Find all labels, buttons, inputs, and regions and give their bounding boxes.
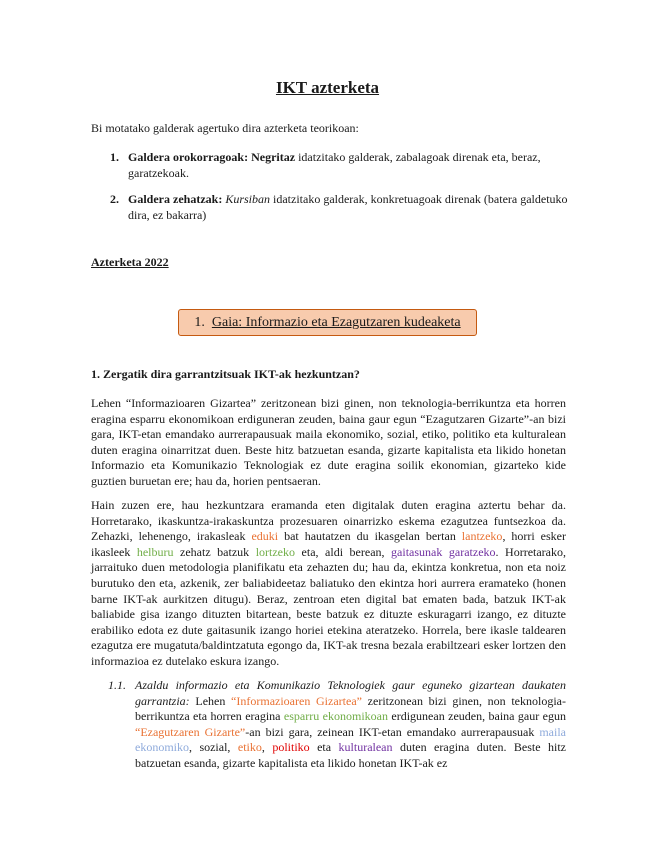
- list-number: 1.: [110, 150, 119, 164]
- intro-text: Bi motatako galderak agertuko dira azterketa teorikoan:: [91, 121, 359, 135]
- highlight-lantzeko: lantzeko: [461, 529, 503, 544]
- sub-question: 1.1. Azaldu informazio eta Komunikazio Teknologiek gaur eguneko gizartean daukaten garrantzia: Lehen “Informazioaren Gizartea” zeritzonean bizi ginen, non teknologia-berrikuntza eta horren eragina esparru ekonomikoan erdigunean zeuden, baina gaur egun “Ezagutzaren Gizarte”-an bizi gara, zeinean IKT-etan emandako aurrerapausuak maila ekonomiko, sozial, etiko, politiko eta kulturalean duten eragina duten. Beste hitz batzuetan esanda, gizarte kapitalista eta likido honetan IKT-ak ez: [108, 678, 567, 770]
- sub-question-text: Azaldu informazio eta Komunikazio Teknologiek gaur eguneko gizartean daukaten garrantzia:: [135, 678, 566, 708]
- highlight-ezagutza: “Ezagutzaren Gizarte”: [135, 724, 246, 739]
- highlight-info: “Informazioaren Gizartea”: [231, 693, 362, 708]
- highlight-etiko: etiko: [237, 740, 262, 755]
- style-word: Kursiban: [225, 192, 270, 206]
- list-number: 2.: [110, 192, 119, 206]
- list-text: idatzitako galderak, zabalagoak direnak eta, beraz, garatzekoak.: [128, 150, 541, 180]
- style-word: Negritaz: [251, 150, 296, 164]
- section-heading: Azterketa 2022: [91, 255, 169, 269]
- highlight-helburu: helburu: [136, 544, 174, 559]
- question-heading: 1. Zergatik dira garrantzitsuak IKT-ak hezkuntzan?: [91, 367, 360, 381]
- list-text: idatzitako galderak, konkretuagoak direnak (batera galdetuko dira, ez bakarra): [128, 192, 568, 222]
- list-item-general: [110, 150, 570, 181]
- highlight-maila: maila ekonomiko: [135, 724, 566, 755]
- topic-label: Gaia: Informazio eta Ezagutzaren kudeaketa: [211, 315, 461, 330]
- answer-paragraph-1: Lehen “Informazioaren Gizartea” zeritzonean bizi ginen, non teknologia-berrikuntza eta horren eragina esparru ekonomikoan erdiguneran zeuden, baina gaur egun “Ezagutzaren Gizarte”-an bizi gara, IKT-etan emandako aurrerapausuak maila ekonomiko, sozial, etiko, politiko eta kulturalean duten eragina oinarritzat duen. Beste hitz batzuetan esanda, gizarte kapitalista eta likido honetan Informazio eta Komunikazio Teknologiak ez dute eragina soilik ekonomian, gizarteko kide guztien buruetan ere; hau da, horien pentsaeran.: [91, 396, 566, 488]
- topic-number: 1.: [194, 315, 205, 330]
- highlight-gaitasunak: gaitasunak garatzeko: [391, 544, 496, 559]
- highlight-kultura: kulturalean: [338, 740, 393, 755]
- list-label: Galdera orokorragoak:: [128, 150, 249, 164]
- list-label: Galdera zehatzak:: [128, 192, 223, 206]
- highlight-politiko: politiko: [272, 740, 310, 755]
- list-item-specific: [110, 192, 570, 223]
- sub-question-number: 1.1.: [108, 678, 126, 692]
- highlight-esparru: esparru ekonomikoan: [283, 709, 388, 724]
- topic-box: [178, 309, 477, 336]
- answer-paragraph-2: Hain zuzen ere, hau hezkuntzara eramanda eten digitalak duten eragina aztertu behar da. Horretarako, ikaskuntza-irakaskuntza prozesuaren oinarrizko eskema ezagutzea funtsezkoa da. Zehazki, lehenengo, irakasleak eduki bat hautatzen du ikasgelan bertan lantzeko, horri esker ikasleek helburu zehatz batzuk lortzeko eta, aldi berean, gaitasunak garatzeko. Horretarako, jarraituko duen metodologia planifikatu eta zehazten du; hau da, ekintza konkretua, non eta noiz burutuko den eta, azkenik, zer baliabideetaz baliatuko den ekintza hori aurrera eramateko (honen barne IKT-ak aurkitzen ditugu). Beraz, zentroan eten digital bat ematen bada, batzuk IKT-ak baliabide gisa izango dituzten bitartean, beste batzuk ez dituzte eskuragarri izango, ez dituzte erabiliko edota ez dute gaitasunik izango horiei etekina ateratzeko. Horrela, bere ikasle taldearen ezagutza ere mugatuta/baldintzatuta egongo da, IKT-ak tresna bezala erabiltzeari esker lortzen den informazioa ez dutelako eskura izango.: [91, 498, 566, 668]
- highlight-lortzeko: lortzeko: [255, 544, 296, 559]
- document-title: IKT azterketa: [275, 78, 380, 97]
- highlight-eduki: eduki: [251, 529, 279, 544]
